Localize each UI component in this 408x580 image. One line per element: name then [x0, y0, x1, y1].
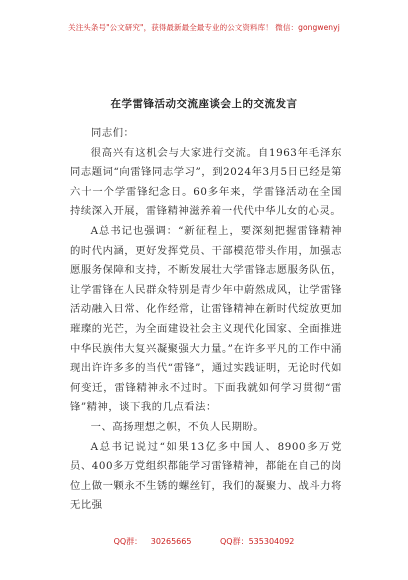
paragraph-3: A总书记说过“如果13亿多中国人、8900多万党员、400多万党组织都能学习雷锋精神，都能在自己的岗位上做一颗永不生锈的螺丝钉，我们的凝聚力、战斗力将无比强: [70, 440, 342, 512]
salutation: 同志们：: [91, 127, 135, 139]
header-banner: 关注头条号"公文研究"，获得最新最全最专业的公文资料库！ 微信：gongwenyj: [68, 23, 340, 32]
footer-qq-group-2: QQ群：535304092: [220, 537, 295, 546]
section-heading-1: 一、高扬理想之帜，不负人民期盼。: [90, 420, 265, 433]
document-title: 在学雷锋活动交流座谈会上的交流发言: [110, 98, 298, 110]
document-body: [70, 124, 342, 516]
footer: [0, 536, 408, 547]
paragraph-2: A总书记也强调：“新征程上，要深刻把握雷锋精神的时代内涵，更好发挥党员、干部模范带头作用，加强志愿服务保障和支持，不断发展壮大学雷锋志愿服务队伍，让学雷锋在人民群众特别是青少年中蔚然成风，让学雷锋活动融入日常、化作经常，让雷锋精神在新时代绽放更加璀璨的光芒，为全面建设社会主义现代化国家、全面推进中华民族伟大复兴凝聚强大力量。”在许多平凡的工作中涌现出许许多多的当代“雷锋”，通过实践证明，无论时代如何变迁，雷锋精神永不过时。下面我就如何学习贯彻“雷锋”精神，谈下我的几点看法：: [70, 224, 342, 414]
paragraph-1: 很高兴有这机会与大家进行交流。自1963年毛泽东同志题词“向雷锋同志学习”，到2024年3月5日已经是第六十一个学雷锋纪念日。60多年来，学雷锋活动在全国持续深入开展，雷锋精神滋养着一代代中华儿女的心灵。: [70, 146, 342, 218]
footer-qq-group-1: QQ群： 30265665: [113, 537, 192, 546]
